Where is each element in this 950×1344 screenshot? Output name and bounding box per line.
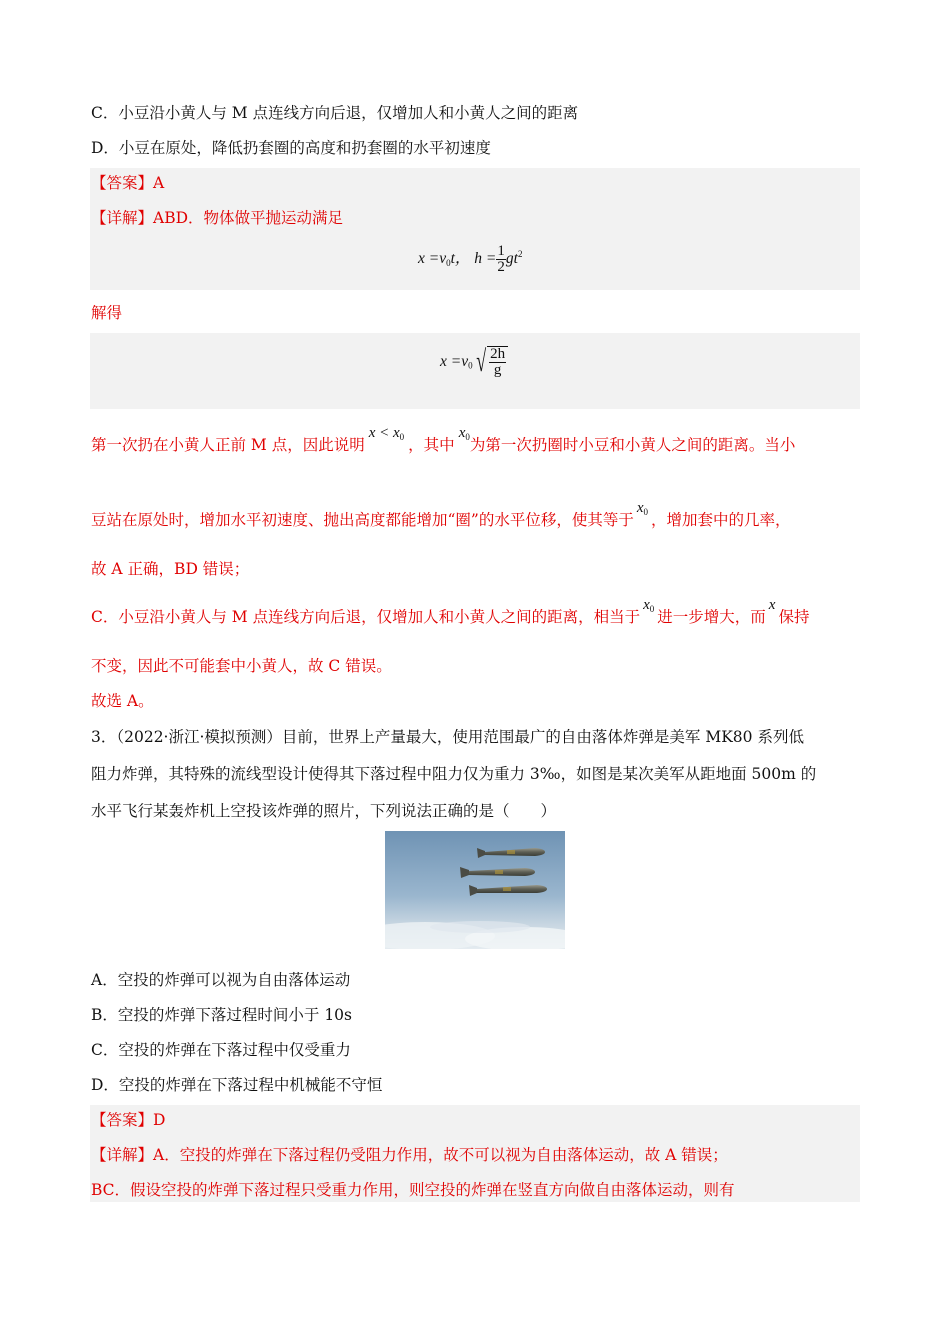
equation-1: $x =v_0t$， h = $\frac{1}{2}$ $gt^2$ [418,243,523,276]
equation-2: $x =v_0$ √ $\frac{2h}{g}$ [440,346,508,378]
q3-answer: 【答案】D [91,1111,166,1129]
para-5: 不变，因此不可能套中小黄人，故 C 错误。 [91,657,392,675]
fraction-2h-over-g: $\frac{2h}{g}$ [487,346,508,378]
q2-answer: 【答案】A [91,174,165,192]
symbol-x: x [768,597,776,613]
q3-detail [91,1145,728,1165]
para-2: 豆站在原处时，增加水平初速度、抛出高度都能增加“圈”的水平位移，使其等于$x_0$ ，增加套中的几率， [91,500,791,529]
para-6: 故选 A。 [91,692,154,710]
q2-detail [91,208,343,228]
q3-option-b: B．空投的炸弹下落过程时间小于 10s [91,1006,352,1024]
bomb-drop-photo [385,831,565,949]
q2-option-d: D．小豆在原处，降低扔套圈的高度和扔套圈的水平初速度 [91,139,491,157]
q3-detail-bc: BC．假设空投的炸弹下落过程只受重力作用，则空投的炸弹在竖直方向做自由落体运动，则有 [91,1181,735,1199]
fraction-one-half: $\frac{1}{2}$ [497,243,505,276]
inequality-x-lt-x0: $x < x_0$ [368,425,405,442]
q2-option-c: C．小豆沿小黄人与 M 点连线方向后退，仅增加人和小黄人之间的距离 [91,104,579,122]
symbol-x0: $x_0$ [643,597,655,614]
detail-text: A．空投的炸弹在下落过程仍受阻力作用，故不可以视为自由落体运动，故 A 错误； [153,1146,728,1164]
para-1: 第一次扔在小黄人正前 M 点，因此说明$x < x_0$ ，其中$x_0$为第一次扔圈时小豆和小黄人之间的距离。当小 [91,425,796,454]
q3-stem-line-1: 3．（2022·浙江·模拟预测）目前，世界上产量最大，使用范围最广的自由落体炸弹是美军 MK80 系列低 [91,728,804,746]
q3-stem-line-3: 水平飞行某轰炸机上空投该炸弹的照片，下列说法正确的是（ ） [91,802,557,820]
para-4: C．小豆沿小黄人与 M 点连线方向后退，仅增加人和小黄人之间的距离，相当于$x_0$ 进一步增大，而x保持 [91,597,810,626]
solve-label: 解得 [91,304,123,322]
detail-prefix: 【详解】 [91,1146,154,1164]
detail-text: ABD．物体做平抛运动满足 [153,209,344,227]
cloud [430,921,530,933]
symbol-x0: $x_0$ [458,425,470,442]
sqrt-sign: √ [475,345,486,378]
q3-option-c: C．空投的炸弹在下落过程中仅受重力 [91,1041,351,1059]
symbol-x0: $x_0$ [636,500,649,517]
q3-option-d: D．空投的炸弹在下落过程中机械能不守恒 [91,1076,383,1094]
q3-stem-line-2: 阻力炸弹，其特殊的流线型设计使得其下落过程中阻力仅为重力 3‰，如图是某次美军从距地面 500m 的 [91,765,817,783]
q3-option-a: A．空投的炸弹可以视为自由落体运动 [91,971,351,989]
detail-prefix: 【详解】 [91,209,154,227]
para-3: 故 A 正确，BD 错误； [91,560,250,578]
